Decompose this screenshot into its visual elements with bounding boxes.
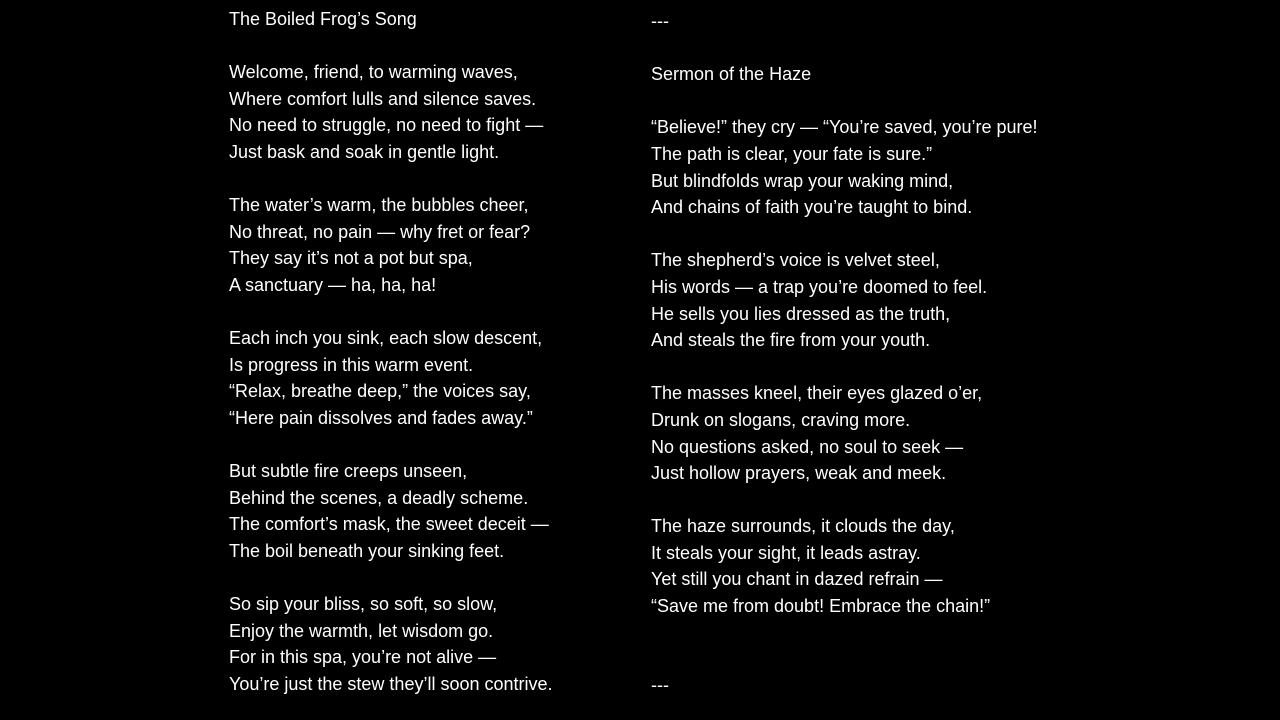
poem-line: The shepherd’s voice is velvet steel,	[651, 250, 940, 271]
poem-line: And steals the fire from your youth.	[651, 330, 931, 351]
poem-line: But blindfolds wrap your waking mind,	[651, 170, 954, 191]
poem-line: Each inch you sink, each slow descent,	[229, 328, 543, 349]
poem-line: Yet still you chant in dazed refrain —	[651, 569, 943, 590]
poem-line: But subtle fire creeps unseen,	[229, 461, 468, 482]
poem-sermon-of-the-haze	[651, 6, 1091, 620]
poem-line: The comfort’s mask, the sweet deceit —	[229, 514, 549, 535]
poem-line: The haze surrounds, it clouds the day,	[651, 516, 955, 537]
poem-line: His words — a trap you’re doomed to feel.	[651, 276, 988, 297]
spacer	[229, 166, 629, 193]
poem-line: “Believe!” they cry — “You’re saved, you’re pure!	[651, 117, 1038, 138]
poem-line: “Save me from doubt! Embrace the chain!”	[651, 596, 991, 617]
poem-line: They say it’s not a pot but spa,	[229, 248, 473, 269]
poem-line: The water’s warm, the bubbles cheer,	[229, 195, 529, 216]
poem-line: You’re just the stew they’ll soon contrive.	[229, 673, 553, 694]
poem-line: Just hollow prayers, weak and meek.	[651, 463, 947, 484]
poem-line: The path is clear, your fate is sure.”	[651, 143, 933, 164]
spacer	[651, 35, 1091, 62]
poem-line: No need to struggle, no need to fight —	[229, 115, 544, 136]
poem-line: The masses kneel, their eyes glazed o’er,	[651, 383, 983, 404]
poem-line: Welcome, friend, to warming waves,	[229, 62, 518, 83]
poem-line: “Here pain dissolves and fades away.”	[229, 407, 533, 428]
poem-line: Drunk on slogans, craving more.	[651, 409, 911, 430]
poem-line: Where comfort lulls and silence saves.	[229, 88, 537, 109]
section-separator: ---	[651, 11, 669, 31]
poem-line: Enjoy the warmth, let wisdom go.	[229, 620, 494, 641]
spacer	[229, 299, 629, 326]
poem-line: And chains of faith you’re taught to bind.	[651, 197, 973, 218]
poem-line: He sells you lies dressed as the truth,	[651, 303, 951, 324]
poem-line: Just bask and soak in gentle light.	[229, 141, 500, 162]
spacer	[229, 564, 629, 591]
spacer	[651, 221, 1091, 248]
poem-line: No questions asked, no soul to seek —	[651, 436, 964, 457]
poem-title: Sermon of the Haze	[651, 64, 812, 85]
spacer	[651, 354, 1091, 381]
spacer	[651, 487, 1091, 514]
section-separator: ---	[651, 675, 669, 695]
poem-line: It steals your sight, it leads astray.	[651, 542, 921, 563]
poem-line: For in this spa, you’re not alive —	[229, 647, 497, 668]
poem-line: “Relax, breathe deep,” the voices say,	[229, 381, 531, 402]
spacer	[651, 88, 1091, 115]
poem-line: Is progress in this warm event.	[229, 354, 474, 375]
poem-title: The Boiled Frog’s Song	[229, 9, 417, 29]
poem-line: So sip your bliss, so soft, so slow,	[229, 594, 498, 615]
spacer	[229, 432, 629, 459]
poem-line: No threat, no pain — why fret or fear?	[229, 221, 531, 242]
poem-line: The boil beneath your sinking feet.	[229, 540, 505, 561]
poem-boiled-frog	[229, 6, 629, 697]
poem-line: A sanctuary — ha, ha, ha!	[229, 274, 437, 295]
spacer	[229, 33, 629, 60]
poem-line: Behind the scenes, a deadly scheme.	[229, 487, 529, 508]
